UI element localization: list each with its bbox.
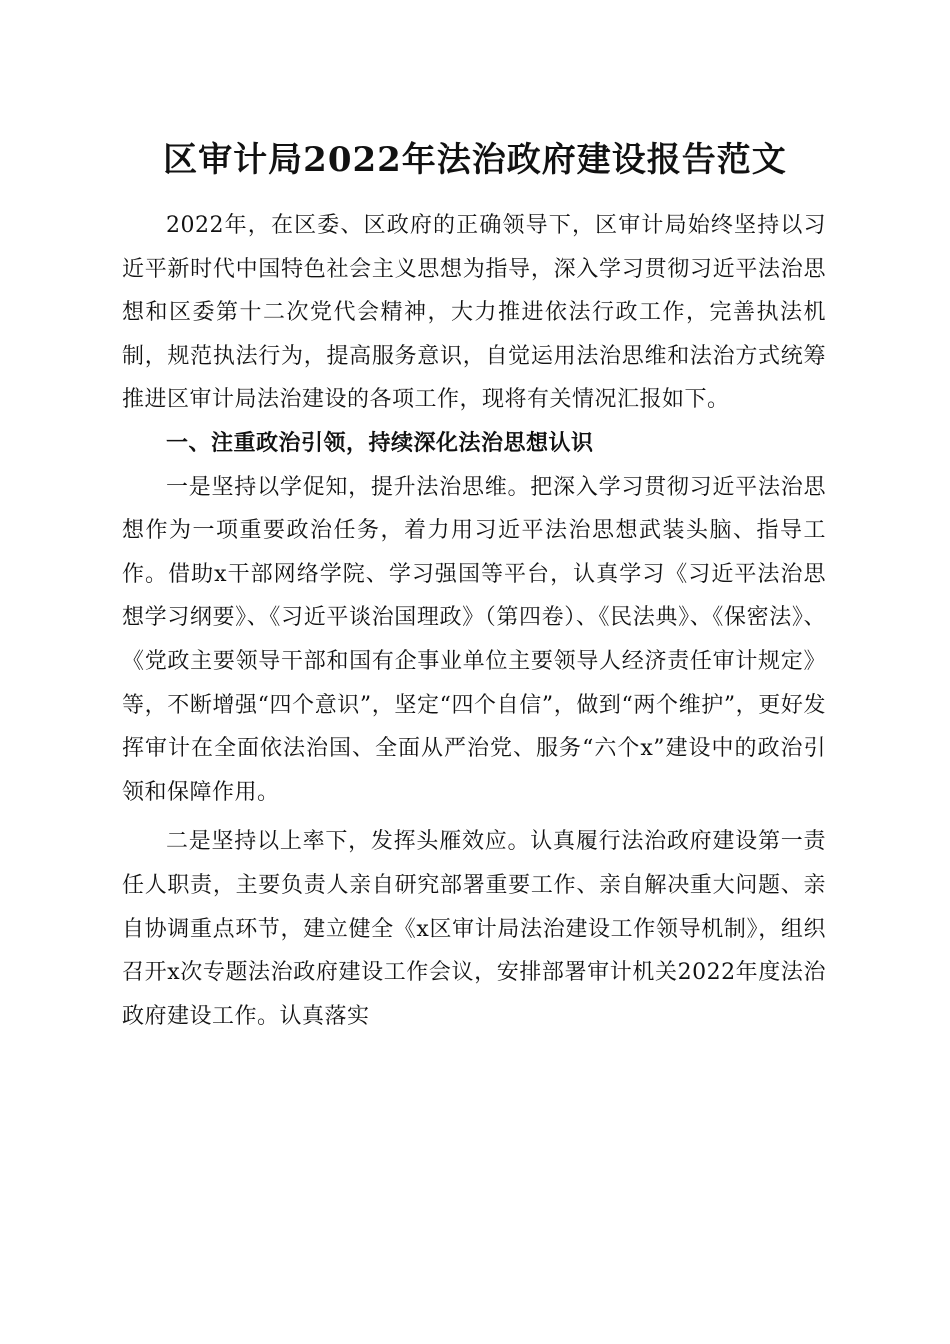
section-paragraph-1-lead: 一是坚持以学促知，提升法治思维。 (166, 474, 531, 500)
document-title: 区审计局2022年法治政府建设报告范文 (163, 140, 787, 180)
document-body (122, 204, 826, 1038)
intro-paragraph (122, 204, 826, 422)
section-paragraph-1 (122, 466, 826, 815)
section-paragraph-2-text: 认真履行法治政府建设第一责任人职责，主要负责人亲自研究部署重要工作、亲自解决重大问题、亲自协调重点环节，建立健全《x区审计局法治建设工作领导机制》，组织召开x次专题法治政府建设工作会议，安排部署审计机关2022年度法治政府建设工作。认真落实 (122, 829, 826, 1029)
section-paragraph-2-lead: 二是坚持以上率下，发挥头雁效应。 (166, 829, 531, 855)
intro-paragraph-text: 2022年，在区委、区政府的正确领导下，区审计局始终坚持以习近平新时代中国特色社会主义思想为指导，深入学习贯彻习近平法治思想和区委第十二次党代会精神，大力推进依法行政工作，完善执法机制，规范执法行为，提高服务意识，自觉运用法治思维和法治方式统筹推进区审计局法治建设的各项工作，现将有关情况汇报如下。 (122, 213, 826, 413)
section-paragraph-2 (122, 820, 826, 1038)
section-heading: 一、注重政治引领，持续深化法治思想认识 (166, 430, 594, 456)
section-paragraph-1-text: 把深入学习贯彻习近平法治思想作为一项重要政治任务，着力用习近平法治思想武装头脑、指导工作。借助x干部网络学院、学习强国等平台，认真学习《习近平法治思想学习纲要》、《习近平谈治国理政》（第四卷）、《民法典》、《保密法》、《党政主要领导干部和国有企事业单位主要领导人经济责任审计规定》等，不断增强“四个意识”，坚定“四个自信”，做到“两个维护”，更好发挥审计在全面依法治国、全面从严治党、服务“六个x”建设中的政治引领和保障作用。 (122, 474, 826, 805)
